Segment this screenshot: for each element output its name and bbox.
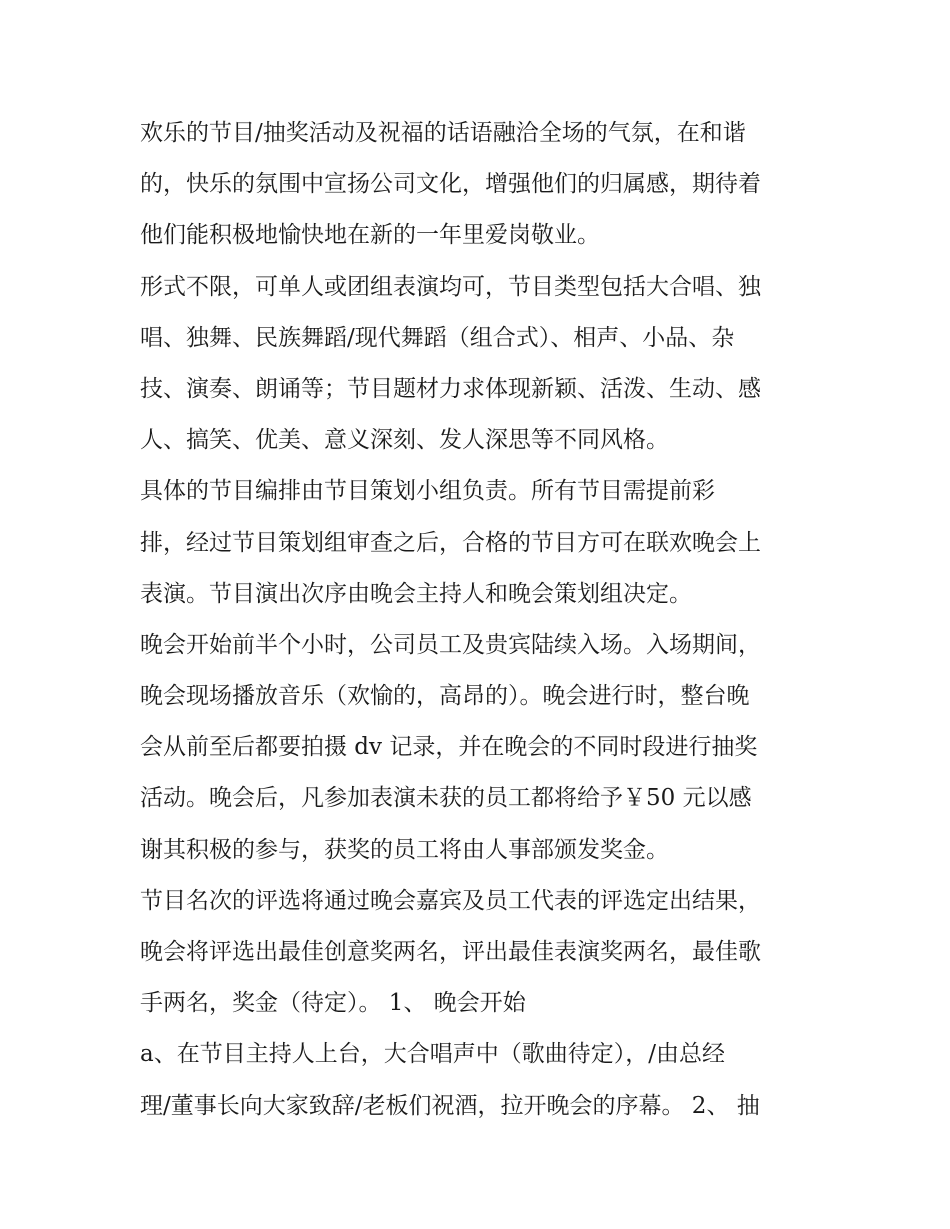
text-line: 手两名，奖金（待定）。 1、 晚会开始 [140,990,526,1017]
text-line: 欢乐的节目/抽奖活动及祝福的话语融洽全场的气氛，在和谐 [140,120,746,146]
text-line: a、在节目主持人上台，大合唱声中（歌曲待定），/由总经 [140,1041,725,1068]
paragraph [140,108,820,262]
document-body [140,108,820,1132]
text-line: 具体的节目编排由节目策划小组负责。所有节目需提前彩 [140,478,715,505]
paragraph [140,1029,820,1131]
paragraph [140,620,820,876]
text-line: 技、演奏、朗诵等；节目题材力求体现新颖、活泼、生动、感 [140,375,761,402]
text-line: 晚会将评选出最佳创意奖两名，评出最佳表演奖两名，最佳歌 [140,939,761,965]
text-line: 的，快乐的氛围中宣扬公司文化，增强他们的归属感，期待着 [140,171,761,198]
text-line: 人、搞笑、优美、意义深刻、发人深思等不同风格。 [140,427,669,454]
text-line: 表演。节目演出次序由晚会主持人和晚会策划组决定。 [140,580,692,607]
paragraph [140,876,820,1030]
text-line: 晚会开始前半个小时，公司员工及贵宾陆续入场。入场期间， [140,631,761,658]
text-line: 活动。晚会后，凡参加表演未获的员工都将给予￥50 元以感 [140,785,752,812]
paragraph [140,262,820,467]
text-line: 他们能积极地愉快地在新的一年里爱岗敬业。 [140,222,600,249]
text-line: 理/董事长向大家致辞/老板们祝酒，拉开晚会的序幕。 2、 抽 [140,1092,760,1119]
text-line: 谢其积极的参与，获奖的员工将由人事部颁发奖金。 [140,836,669,863]
text-line: 节目名次的评选将通过晚会嘉宾及员工代表的评选定出结果， [140,887,761,914]
text-line: 排，经过节目策划组审查之后，合格的节目方可在联欢晚会上 [140,529,761,556]
text-line: 唱、独舞、民族舞蹈/现代舞蹈（组合式）、相声、小品、杂 [140,324,735,351]
text-line: 晚会现场播放音乐（欢愉的，高昂的）。晚会进行时，整台晚 [140,683,750,710]
text-line: 形式不限，可单人或团组表演均可，节目类型包括大合唱、独 [140,273,761,300]
paragraph [140,466,820,620]
text-line: 会从前至后都要拍摄 dv 记录，并在晚会的不同时段进行抽奖 [140,734,758,761]
